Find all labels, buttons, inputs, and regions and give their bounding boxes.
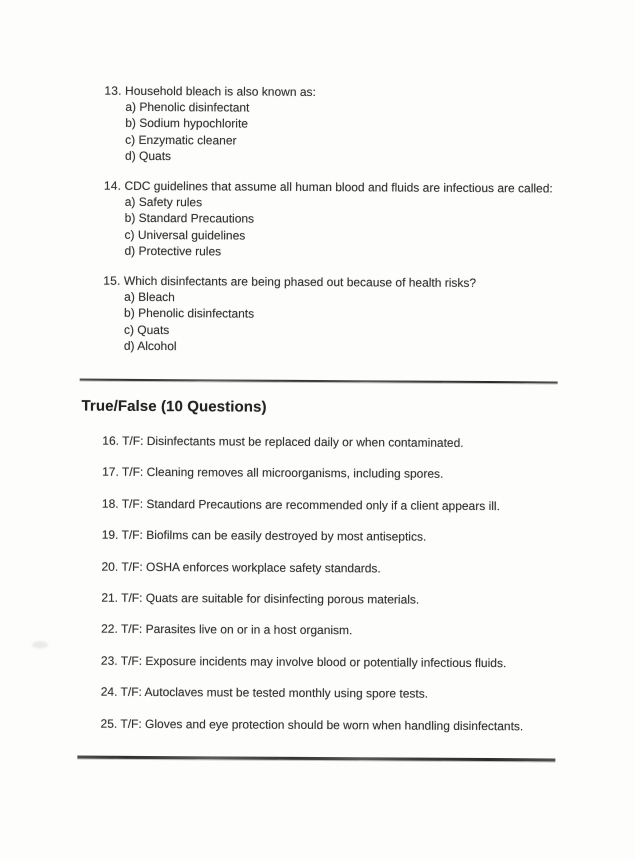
tf-prefix: T/F: (121, 465, 144, 480)
tf-question-17 (102, 464, 632, 483)
tf-question-24 (101, 684, 631, 703)
tf-question-16 (102, 433, 632, 452)
tf-statement: Autoclaves must be tested monthly using spore tests. (144, 685, 429, 701)
question-prompt: Household bleach is also known as: (125, 83, 316, 99)
question-number: 13. (104, 83, 122, 98)
tf-prefix: T/F: (120, 653, 143, 668)
question-number: 24. (100, 684, 118, 699)
question-prompt: CDC guidelines that assume all human blood and fluids are infectious are called: (124, 178, 553, 196)
section-divider-bottom (77, 756, 555, 762)
question-number: 20. (101, 559, 119, 574)
answer-option-b: b) Sodium hypochlorite (125, 116, 249, 131)
question-prompt: Which disinfectants are being phased out because of health risks? (123, 273, 477, 290)
tf-question-20 (101, 558, 631, 577)
question-number: 19. (101, 527, 119, 542)
section-divider-top (80, 379, 558, 384)
question-number: 14. (103, 178, 122, 193)
answer-option-a: a) Safety rules (124, 195, 203, 210)
tf-statement: Standard Precautions are recommended only if a client appears ill. (146, 496, 500, 513)
tf-statement: Biofilms can be easily destroyed by most antiseptics. (146, 528, 427, 544)
question-number: 22. (101, 622, 118, 637)
tf-question-25 (101, 715, 631, 734)
question-13 (0, 82, 634, 167)
tf-question-21 (101, 590, 631, 609)
tf-statement: Gloves and eye protection should be worn when handling disinfectants. (145, 716, 524, 733)
answer-option-c: c) Enzymatic cleaner (125, 132, 237, 148)
answer-option-c: c) Quats (123, 322, 170, 337)
answer-option-d: d) Quats (125, 148, 172, 163)
answer-option-d: d) Alcohol (123, 338, 177, 353)
tf-question-23 (101, 652, 631, 671)
question-14 (0, 177, 634, 262)
tf-question-19 (102, 527, 632, 546)
scan-artifact (32, 641, 48, 648)
tf-statement: Disinfectants must be replaced daily or when contaminated. (146, 433, 464, 450)
tf-question-22 (101, 621, 631, 640)
answer-option-b: b) Standard Precautions (124, 211, 255, 227)
tf-prefix: T/F: (122, 433, 144, 448)
tf-question-18 (102, 495, 632, 514)
multiple-choice-section (0, 82, 634, 371)
tf-prefix: T/F: (121, 590, 143, 605)
question-number: 25. (100, 716, 118, 731)
tf-prefix: T/F: (121, 496, 144, 511)
true-false-section-heading: True/False (10 Questions) (81, 397, 267, 416)
tf-statement: OSHA enforces workplace safety standards. (145, 559, 381, 575)
question-number: 23. (100, 653, 118, 668)
question-number: 17. (102, 465, 119, 480)
answer-option-a: a) Bleach (124, 290, 175, 305)
tf-prefix: T/F: (120, 622, 143, 637)
question-number: 21. (101, 590, 119, 605)
tf-prefix: T/F: (121, 559, 143, 574)
answer-option-a: a) Phenolic disinfectant (125, 100, 250, 115)
tf-statement: Quats are suitable for disinfecting porous materials. (145, 590, 420, 607)
tf-statement: Exposure incidents may involve blood or potentially infectious fluids. (145, 653, 507, 670)
question-number: 18. (101, 496, 119, 511)
tf-prefix: T/F: (120, 684, 142, 700)
tf-statement: Cleaning removes all microorganisms, including spores. (146, 465, 444, 482)
question-number: 16. (102, 433, 120, 448)
tf-statement: Parasites live on or in a host organism. (145, 622, 353, 638)
tf-prefix: T/F: (121, 527, 143, 543)
answer-option-c: c) Universal guidelines (124, 227, 246, 243)
answer-option-b: b) Phenolic disinfectants (124, 306, 255, 322)
question-number: 15. (103, 273, 121, 288)
tf-prefix: T/F: (120, 716, 142, 731)
answer-option-d: d) Protective rules (124, 243, 222, 259)
true-false-section (0, 432, 632, 750)
question-15 (0, 272, 633, 357)
